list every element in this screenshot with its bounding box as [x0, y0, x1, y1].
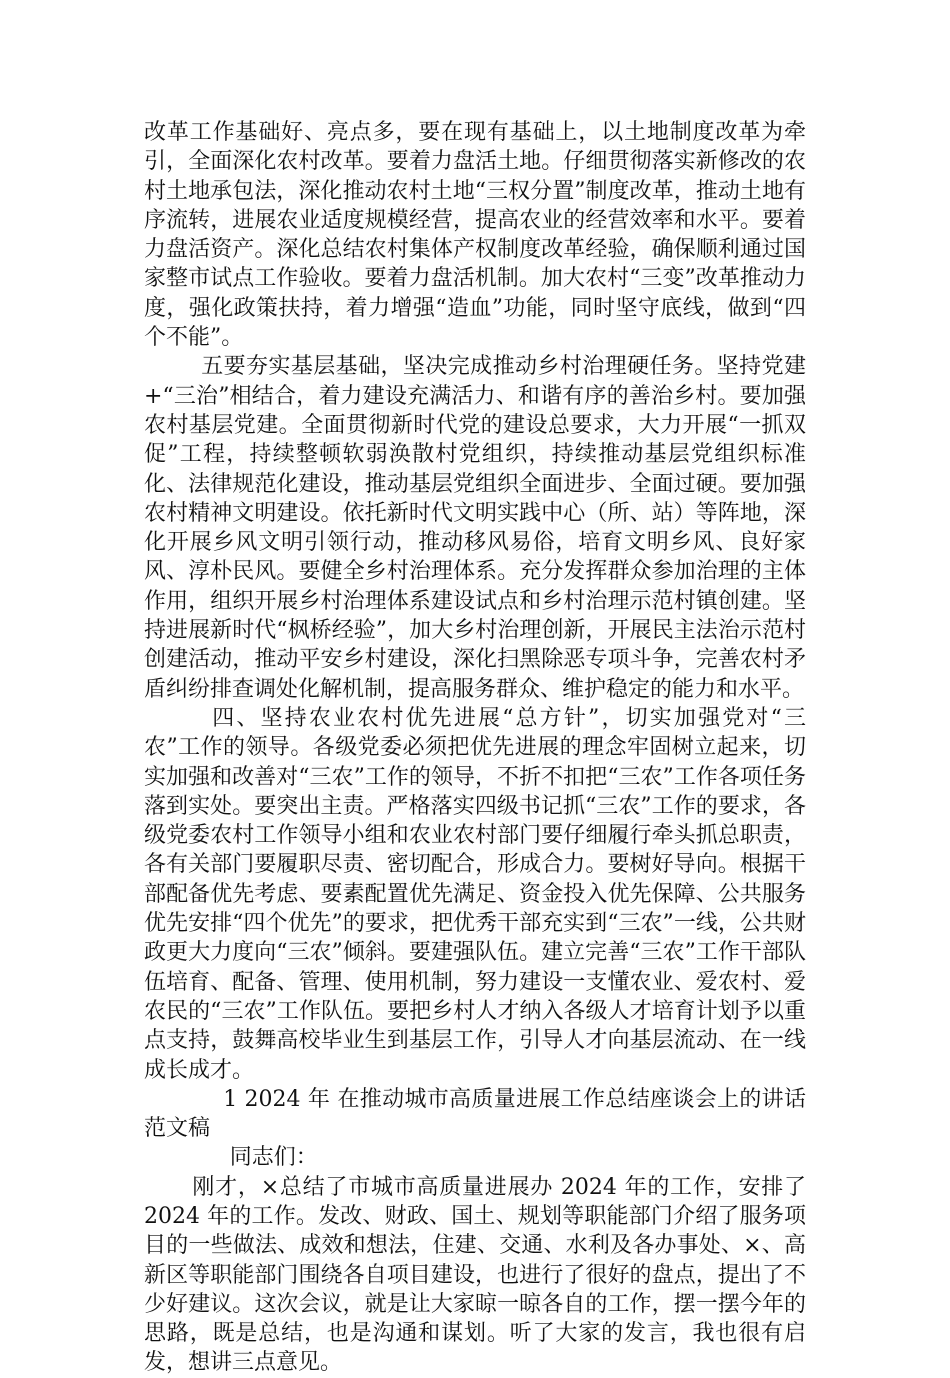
paragraph-party-leadership: 四、坚持农业农村优先进展“总方针”，切实加强党对“三农”工作的领导。各级党委必须把优先进展的理念牢固树立起来，切实加强和改善对“三农”工作的领导，不折不扣把“三农”工作各项任务落到实处。要突出主责。严格落实四级书记抓“三农”工作的要求，各级党委农村工作领导小组和农业农村部门要仔细履行牵头抓总职责，各有关部门要履职尽责、密切配合，形成合力。要树好导向。根据干部配备优先考虑、要素配置优先满足、资金投入优先保障、公共服务优先安排“四个优先”的要求，把优秀干部充实到“三农”一线，公共财政更大力度向“三农”倾斜。要建强队伍。建立完善“三农”工作干部队伍培育、配备、管理、使用机制，努力建设一支懂农业、爱农村、爱农民的“三农”工作队伍。要把乡村人才纳入各级人才培育计划予以重点支持，鼓舞高校毕业生到基层工作，引导人才向基层流动、在一线成长成才。	[144, 705, 806, 1083]
paragraph-grassroots-governance: 五要夯实基层基础，坚决完成推动乡村治理硬任务。坚持党建+“三治”相结合，着力建设充满活力、和谐有序的善治乡村。要加强农村基层党建。全面贯彻新时代党的建设总要求，大力开展“一抓双促”工程，持续整顿软弱涣散村党组织，持续推动基层党组织标准化、法律规范化建设，推动基层党组织全面进步、全面过硬。要加强农村精神文明建设。依托新时代文明实践中心（所、站）等阵地，深化开展乡风文明引领行动，推动移风易俗，培育文明乡风、良好家风、淳朴民风。要健全乡村治理体系。充分发挥群众参加治理的主体作用，组织开展乡村治理体系建设试点和乡村治理示范村镇创建。坚持进展新时代“枫桥经验”，加大乡村治理创新，开展民主法治示范村创建活动，推动平安乡村建设，深化扫黑除恶专项斗争，完善农村矛盾纠纷排查调处化解机制，提高服务群众、维护稳定的能力和水平。	[144, 354, 806, 702]
speech-salutation: 同志们：	[229, 1145, 318, 1171]
speech-title: 1 2024 年 在推动城市高质量进展工作总结座谈会上的讲话范文稿	[144, 1086, 806, 1142]
paragraph-rural-reform: 改革工作基础好、亮点多，要在现有基础上，以土地制度改革为牵引，全面深化农村改革。要着力盘活土地。仔细贯彻落实新修改的农村土地承包法，深化推动农村土地“三权分置”制度改革，推动土地有序流转，进展农业适度规模经营，提高农业的经营效率和水平。要着力盘活资产。深化总结农村集体产权制度改革经验，确保顺利通过国家整市试点工作验收。要着力盘活机制。加大农村“三变”改革推动力度，强化政策扶持，着力增强“造血”功能，同时坚守底线，做到“四个不能”。	[144, 120, 806, 351]
document-body	[144, 118, 806, 1378]
paragraph-speech-opening: 刚才，×总结了市城市高质量进展办 2024 年的工作，安排了 2024 年的工作。发改、财政、国土、规划等职能部门介绍了服务项目的一些做法、成效和想法，住建、交通、水利及各办事处、×、高新区等职能部门围绕各自项目建设，也进行了很好的盘点，提出了不少好建议。这次会议，就是让大家晾一晾各自的工作，摆一摆今年的思路，既是总结，也是沟通和谋划。听了大家的发言，我也很有启发，想讲三点意见。	[144, 1174, 806, 1376]
